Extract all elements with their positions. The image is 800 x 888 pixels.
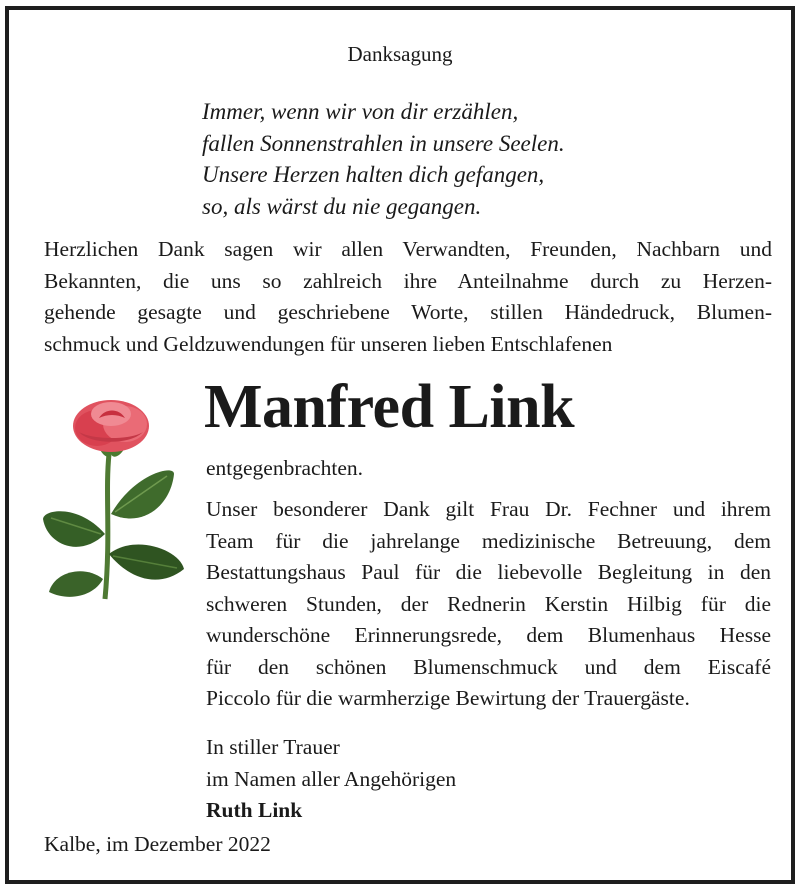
thanks-line: Unser besonderer Dank gilt Frau Dr. Fechner und ihrem — [206, 497, 771, 521]
thanks-line: schweren Stunden, der Rednerin Kerstin Hilbig für die — [206, 591, 771, 616]
intro-line: gehende gesagte und geschriebene Worte, stillen Händedruck, Blumen- — [44, 300, 772, 324]
red-rose-icon — [39, 394, 189, 604]
thanks-line: für den schönen Blumenschmuck und dem Eiscafé — [206, 654, 771, 679]
thanks-line: wunderschöne Erinnerungsrede, dem Blumenhaus Hesse — [206, 623, 771, 647]
poem-line: Immer, wenn wir von dir erzählen, — [202, 99, 519, 124]
intro-line: schmuck und Geldzuwendungen für unseren lieben Entschlafenen — [44, 331, 613, 356]
poem — [202, 96, 565, 222]
intro-line: Bekannten, die uns so zahlreich ihre Anteilnahme durch zu Herzen- — [44, 268, 772, 293]
notice-heading: Danksagung — [347, 42, 453, 66]
deceased-name: Manfred Link — [204, 373, 575, 441]
closing-block — [206, 732, 456, 827]
intro-line: Herzlichen Dank sagen wir allen Verwandten, Freunden, Nachbarn und — [44, 237, 772, 261]
closing-line: im Namen aller Angehörigen — [206, 766, 457, 791]
poem-line: so, als wärst du nie gegangen. — [202, 193, 482, 219]
signature: Ruth Link — [206, 798, 303, 822]
place-date: Kalbe, im Dezember 2022 — [44, 832, 271, 856]
poem-line: fallen Sonnenstrahlen in unsere Seelen. — [202, 130, 565, 156]
closing-line: In stiller Trauer — [206, 735, 340, 759]
intro-paragraph — [44, 234, 772, 360]
thanks-paragraph — [206, 494, 771, 715]
obituary-notice — [5, 6, 795, 884]
after-name-text: entgegenbrachten. — [206, 456, 363, 480]
thanks-line: Bestattungshaus Paul für die liebevolle Begleitung in den — [206, 560, 771, 584]
thanks-line: Team für die jahrelange medizinische Betreuung, dem — [206, 528, 771, 553]
thanks-line: Piccolo für die warmherzige Bewirtung der Trauergäste. — [206, 686, 690, 710]
poem-line: Unsere Herzen halten dich gefangen, — [202, 162, 545, 187]
